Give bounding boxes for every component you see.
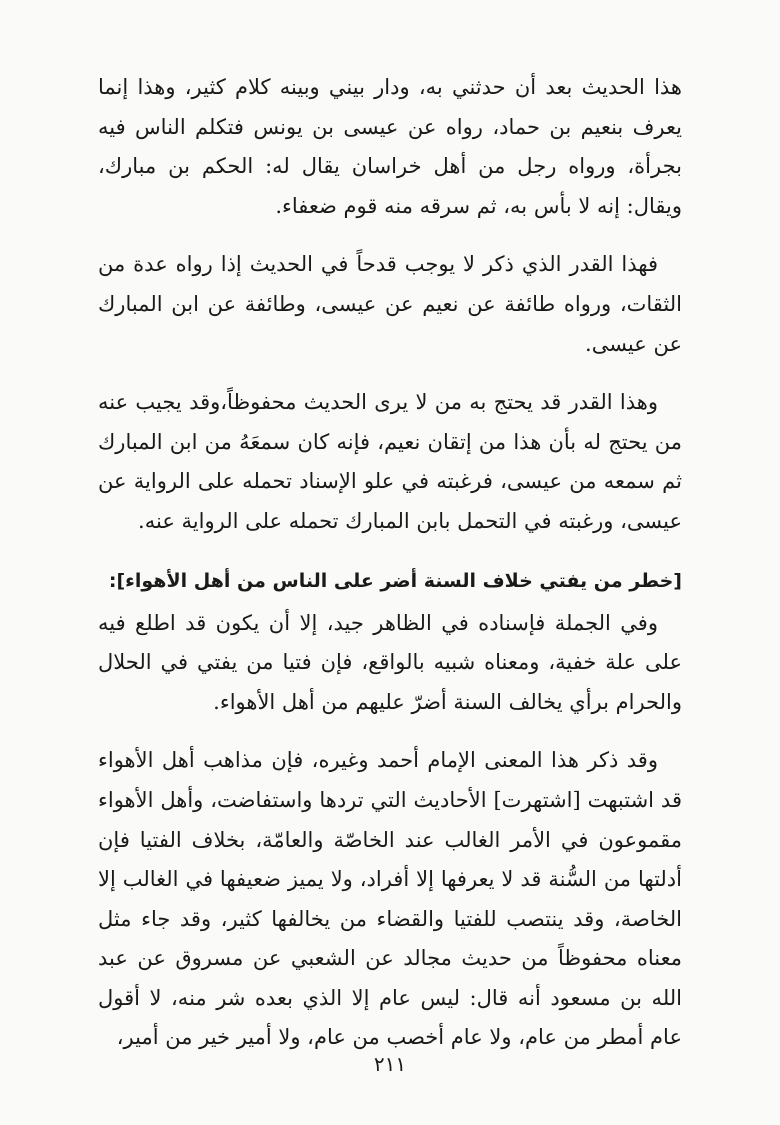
paragraph-2: فهذا القدر الذي ذكر لا يوجب قدحاً في الحديث إذا رواه عدة من الثقات، ورواه طائفة عن نعيم عن عيسى، وطائفة عن ابن المبارك عن عيسى. (98, 252, 682, 356)
paragraph-3: وهذا القدر قد يحتج به من لا يرى الحديث محفوظاً،وقد يجيب عنه من يحتج له بأن هذا من إتقان نعيم، فإنه كان سمعَهُ من ابن المبارك ثم سمعه من عيسى، فرغبته في علو الإسناد تحمله على الرواية عن عيسى، ورغبته في التحمل بابن المبارك تحمله على الرواية عنه. (98, 390, 682, 533)
paragraph-5: وقد ذكر هذا المعنى الإمام أحمد وغيره، فإن مذاهب أهل الأهواء قد اشتبهت [اشتهرت] الأحاديث التي تردها واستفاضت، وأهل الأهواء مقموعون في الأمر الغالب عند الخاصّة والعامّة، بخلاف الفتيا فإن أدلتها من السُّنة قد لا يعرفها إلا أفراد، ولا يميز ضعيفها في الغالب إلا الخاصة، وقد ينتصب للفتيا والقضاء من يخالفها كثير، وقد جاء مثل معناه محفوظاً من حديث مجالد عن الشعبي عن مسروق عن عبد الله بن مسعود أنه قال: ليس عام إلا الذي بعده شر منه، لا أقول عام أمطر من عام، ولا عام أخصب من عام، ولا أمير خير من أمير، (98, 748, 682, 1050)
section-heading: [خطر من يفتي خلاف السنة أضر على الناس من أهل الأهواء]: (108, 569, 682, 592)
page-body (98, 68, 682, 1077)
paragraph-4: وفي الجملة فإسناده في الظاهر جيد، إلا أن يكون قد اطلع فيه على علة خفية، ومعناه شبيه بالواقع، فإن فتيا من يفتي في الحلال والحرام برأي يخالف السنة أضرّ عليهم من أهل الأهواء. (98, 610, 682, 714)
paragraph-1: هذا الحديث بعد أن حدثني به، ودار بيني وبينه كلام كثير، وهذا إنما يعرف بنعيم بن حماد، رواه عن عيسى بن يونس فتكلم الناس فيه بجرأة، ورواه رجل من أهل خراسان يقال له: الحكم بن مبارك، ويقال: إنه لا بأس به، ثم سرقه منه قوم ضعفاء. (98, 75, 682, 218)
page-number: ٢١١ (373, 1052, 407, 1076)
